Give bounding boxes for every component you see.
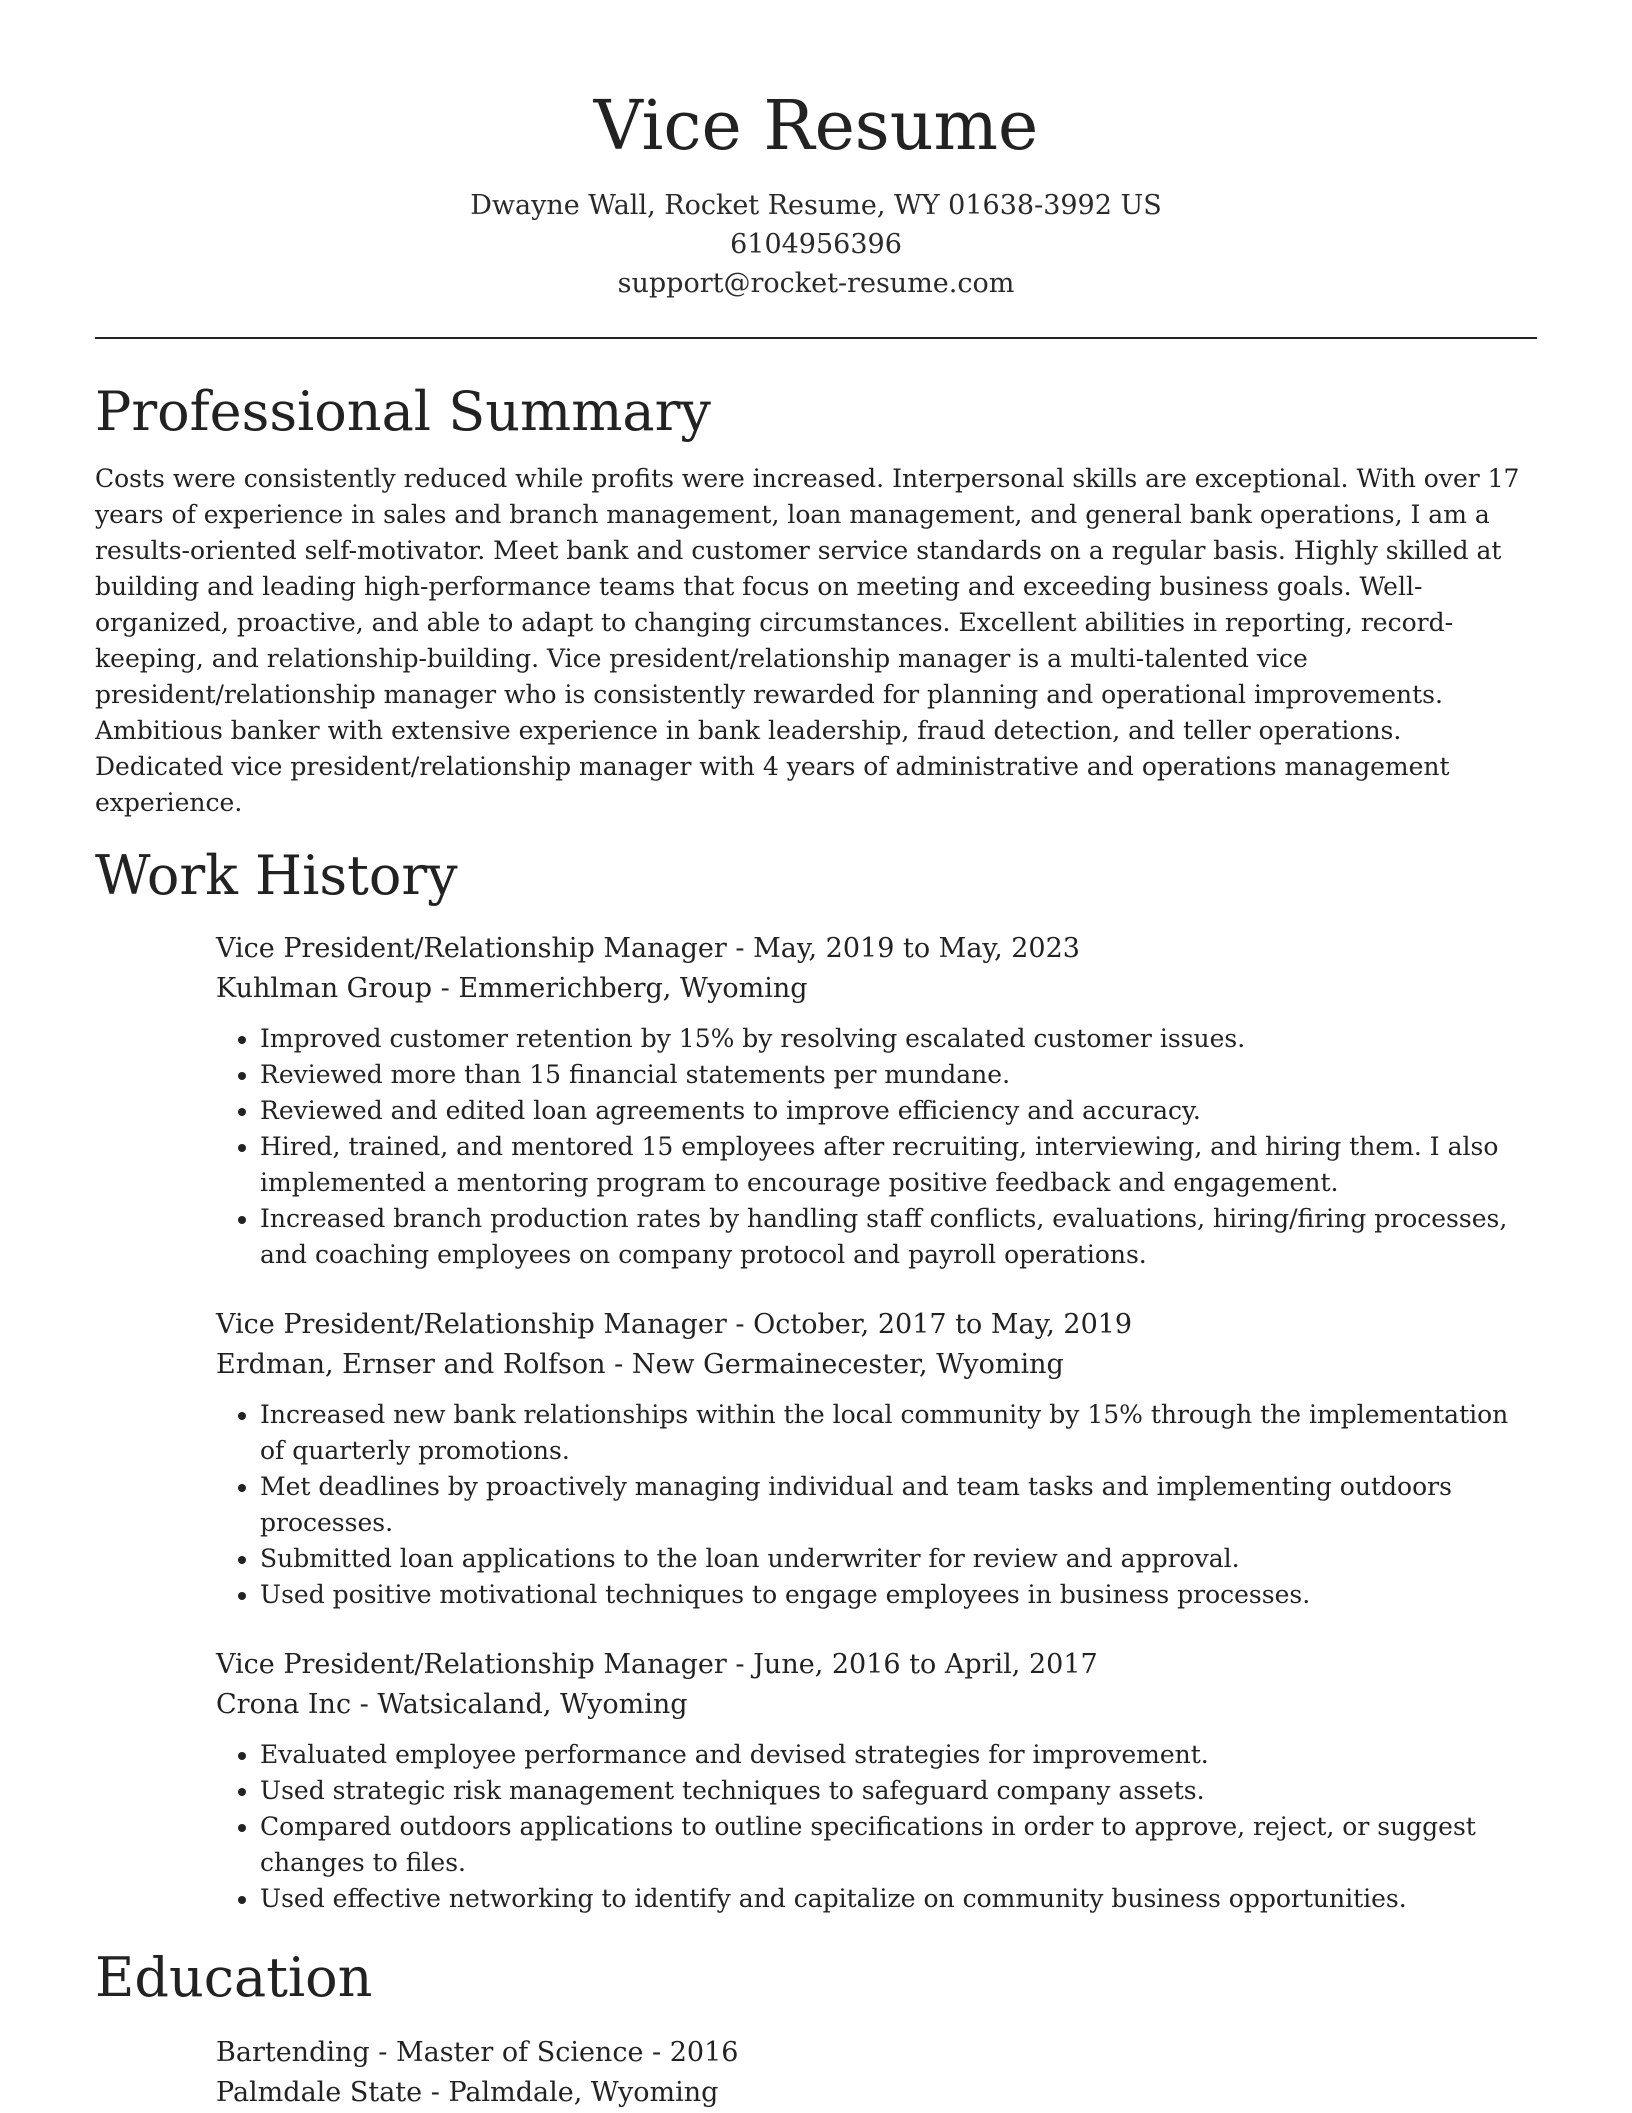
job-dates: May, 2019 to May, 2023 [753,933,1080,964]
separator: - [369,2037,396,2068]
separator: - [605,1349,632,1380]
job-company: Erdman, Ernser and Rolfson [216,1349,606,1380]
job-bullets [216,1021,1537,1273]
contact-block [95,186,1537,303]
separator: - [726,933,754,964]
job-bullet: • Reviewed more than 15 financial statements per mundane. [260,1057,1537,1093]
education-entry [216,2033,1537,2113]
contact-email: support@rocket-resume.com [617,268,1015,299]
job-title-line [216,1305,1537,1345]
job-bullet: • Met deadlines by proactively managing individual and team tasks and implementing outdoors processes. [260,1469,1537,1541]
education-school-line [216,2073,1537,2113]
job-bullet: • Reviewed and edited loan agreements to improve efficiency and accuracy. [260,1093,1537,1129]
job-position: Vice President/Relationship Manager [216,933,727,964]
job-location: New Germainecester, Wyoming [631,1349,1064,1380]
job-bullet: • Compared outdoors applications to outline specifications in order to approve, reject, or suggest changes to files. [260,1809,1537,1881]
job-title-line [216,929,1537,969]
education-degree: Master of Science [395,2037,644,2068]
job-company-line [216,1345,1537,1385]
work-history-list [216,929,1537,1917]
job-bullet: • Submitted loan applications to the loan underwriter for review and approval. [260,1541,1537,1577]
section-title-education: Education [95,1946,373,2009]
job-entry [216,1305,1537,1613]
job-title-line [216,1645,1537,1685]
education-location: Palmdale, Wyoming [448,2077,719,2108]
job-bullet: • Used strategic risk management techniques to safeguard company assets. [260,1773,1537,1809]
job-location: Emmerichberg, Wyoming [458,973,808,1004]
job-entry [216,929,1537,1273]
job-position: Vice President/Relationship Manager [216,1309,727,1340]
education-year: 2016 [669,2037,739,2068]
job-company-line [216,1685,1537,1725]
job-entry [216,1645,1537,1917]
job-company: Crona Inc [216,1689,352,1720]
job-position: Vice President/Relationship Manager [216,1649,727,1680]
contact-address: Dwayne Wall, Rocket Resume, WY 01638-3992 US [470,190,1162,221]
section-title-work-history: Work History [95,844,458,907]
job-bullet: • Used positive motivational techniques to engage employees in business processes. [260,1577,1537,1613]
header-divider [95,337,1537,339]
job-location: Watsicaland, Wyoming [377,1689,688,1720]
summary-paragraph: Costs were consistently reduced while profits were increased. Interpersonal skills are exceptional. With over 17 years of experience in sales and branch management, loan management, and general bank operations, I am a results-oriented self-motivator. Meet bank and customer service standards on a regular basis. Highly skilled at building and leading high-performance teams that focus on meeting and exceeding business goals. Well-organized, proactive, and able to adapt to changing circumstances. Excellent abilities in reporting, record-keeping, and relationship-building. Vice president/relationship manager is a multi-talented vice president/relationship manager who is consistently rewarded for planning and operational improvements. Ambitious banker with extensive experience in bank leadership, fraud detection, and teller operations. Dedicated vice president/relationship manager with 4 years of administrative and operations management experience. [95,464,1520,817]
separator: - [643,2037,670,2068]
education-degree-line [216,2033,1537,2073]
resume-title: Vice Resume [593,87,1039,166]
job-dates: June, 2016 to April, 2017 [753,1649,1098,1680]
separator: - [726,1309,754,1340]
contact-phone: 6104956396 [730,229,902,260]
separator: - [422,2077,449,2108]
resume-header [95,0,1537,303]
job-bullet: • Evaluated employee performance and devised strategies for improvement. [260,1737,1537,1773]
job-bullet: • Improved customer retention by 15% by resolving escalated customer issues. [260,1021,1537,1057]
job-company: Kuhlman Group [216,973,433,1004]
separator: - [726,1649,754,1680]
job-dates: October, 2017 to May, 2019 [753,1309,1133,1340]
job-bullet: • Increased branch production rates by handling staff conflicts, evaluations, hiring/firing processes, and coaching employees on company protocol and payroll operations. [260,1201,1537,1273]
job-bullet: • Increased new bank relationships within the local community by 15% through the implementation of quarterly promotions. [260,1397,1537,1469]
education-field: Bartending [216,2037,370,2068]
job-company-line [216,969,1537,1009]
job-bullets [216,1737,1537,1917]
job-bullet: • Hired, trained, and mentored 15 employees after recruiting, interviewing, and hiring them. I also implemented a mentoring program to encourage positive feedback and engagement. [260,1129,1537,1201]
section-title-summary: Professional Summary [95,380,711,443]
education-school: Palmdale State [216,2077,423,2108]
separator: - [351,1689,378,1720]
job-bullets [216,1397,1537,1613]
separator: - [432,973,459,1004]
job-bullet: • Used effective networking to identify and capitalize on community business opportunities. [260,1881,1537,1917]
